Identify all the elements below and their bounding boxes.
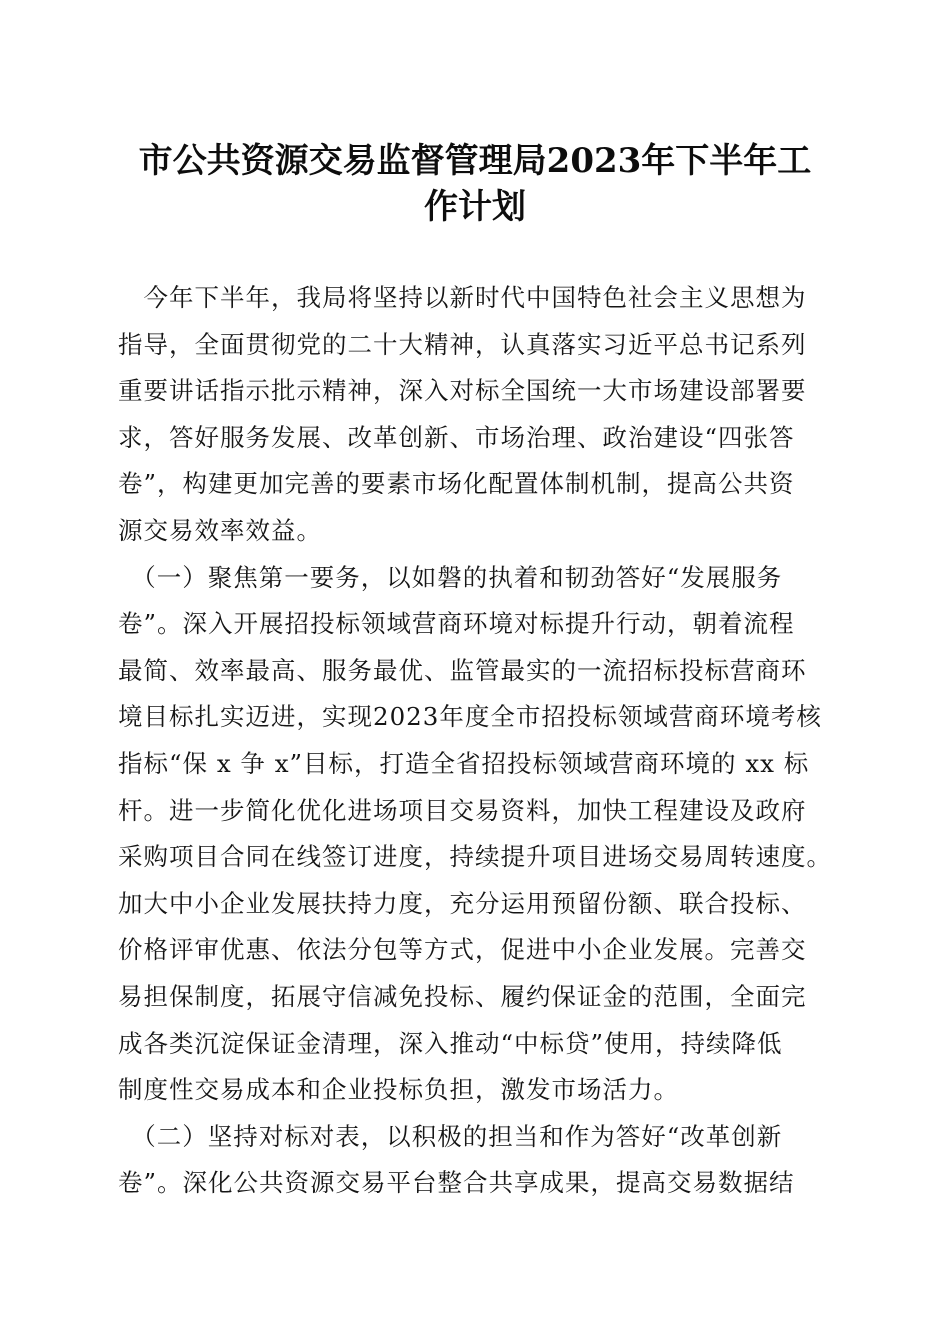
body-line-15: 价格评审优惠、依法分包等方式，促进中小企业发展。完善交 (118, 935, 807, 965)
body-line-2: 指导，全面贯彻党的二十大精神，认真落实习近平总书记系列 (118, 329, 807, 359)
body-line-14: 加大中小企业发展扶持力度，充分运用预留份额、联合投标、 (118, 888, 807, 918)
title-line-1: 市公共资源交易监督管理局2023年下半年工 (138, 141, 812, 181)
title-line-2: 作计划 (424, 187, 526, 227)
body-line-10: 境目标扎实迈进，实现2023年度全市招投标领域营商环境考核 (118, 702, 822, 732)
body-line-9: 最简、效率最高、服务最优、监管最实的一流招标投标营商环 (118, 655, 807, 685)
body-line-19: （二）坚持对标对表，以积极的担当和作为答好“改革创新 (118, 1121, 783, 1151)
body-line-1: 今年下半年，我局将坚持以新时代中国特色社会主义思想为 (118, 283, 807, 312)
body-line-20: 卷”。深化公共资源交易平台整合共享成果，提高交易数据结 (118, 1168, 795, 1198)
body-line-3: 重要讲话指示批示精神，深入对标全国统一大市场建设部署要 (118, 376, 807, 406)
body-line-4: 求，答好服务发展、改革创新、市场治理、政治建设“四张答 (118, 422, 795, 452)
body-line-8: 卷”。深入开展招投标领域营商环境对标提升行动，朝着流程 (118, 609, 795, 639)
body-line-7: （一）聚焦第一要务，以如磐的执着和韧劲答好“发展服务 (118, 562, 783, 592)
document-body (118, 282, 838, 1214)
body-line-16: 易担保制度，拓展守信减免投标、履约保证金的范围，全面完 (118, 981, 807, 1011)
body-line-17: 成各类沉淀保证金清理，深入推动“中标贷”使用，持续降低 (118, 1028, 783, 1058)
body-line-6: 源交易效率效益。 (118, 515, 322, 545)
body-line-13: 采购项目合同在线签订进度，持续提升项目进场交易周转速度。 (118, 842, 832, 872)
body-line-5: 卷”，构建更加完善的要素市场化配置体制机制，提高公共资 (118, 469, 795, 499)
body-line-12: 杆。进一步简化优化进场项目交易资料，加快工程建设及政府 (118, 795, 807, 825)
body-line-11: 指标“保 x 争 x”目标，打造全省招投标领域营商环境的 xx 标 (118, 748, 810, 778)
document-title (100, 138, 850, 230)
body-line-18: 制度性交易成本和企业投标负担，激发市场活力。 (118, 1075, 679, 1105)
